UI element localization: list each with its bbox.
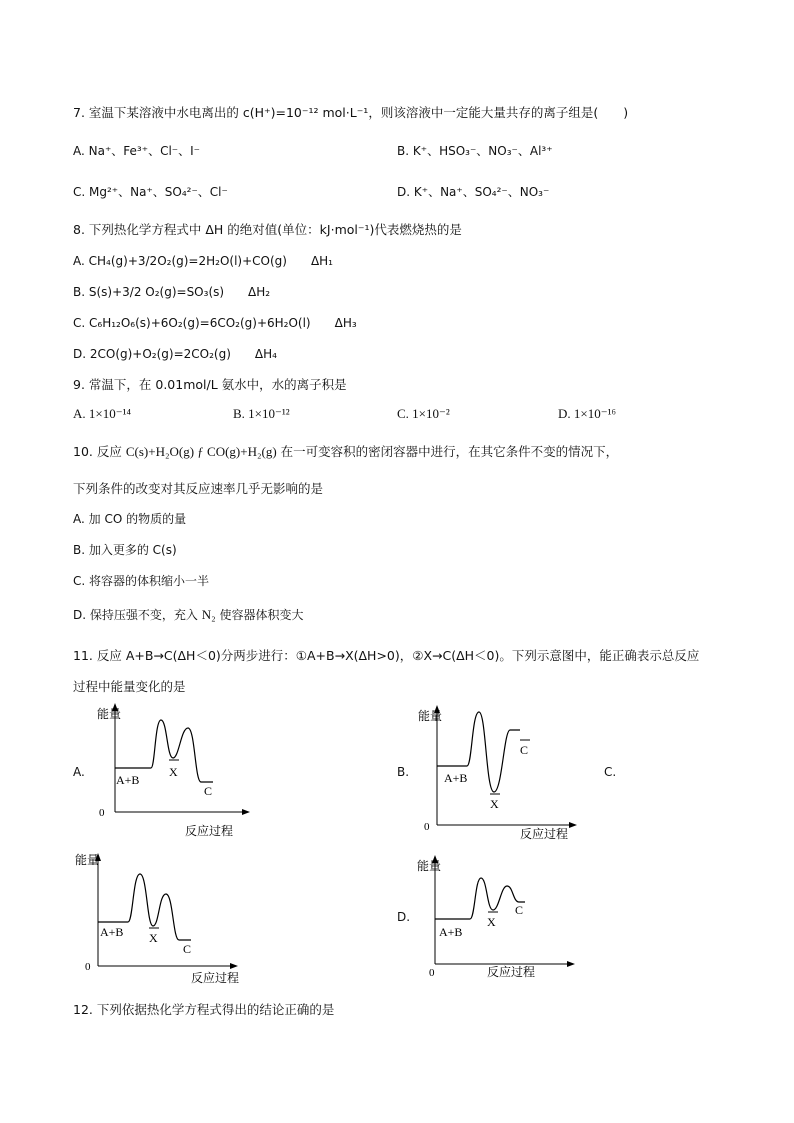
- q10-option-d[interactable]: [73, 606, 303, 623]
- q9-option-c[interactable]: C. 1×10⁻²: [397, 406, 450, 421]
- energy-diagram-d: [415, 852, 585, 987]
- intermediate-label: X: [169, 765, 178, 779]
- y-axis-label-top: 能量: [75, 853, 100, 867]
- q11-stem-line1: 11. 反应 A+B→C(ΔH＜0)分两步进行：①A+B→X(ΔH>0)，②X→C(ΔH＜0)。下列示意图中，能正确表示总反应: [73, 648, 700, 663]
- origin-label: 0: [429, 967, 435, 979]
- q10-option-d-n2: N₂: [201, 607, 216, 622]
- q8-stem: 8. 下列热化学方程式中 ΔH 的绝对值(单位：kJ·mol⁻¹)代表燃烧热的是: [73, 222, 462, 237]
- y-axis-label-top: 能量: [417, 859, 442, 873]
- q10-option-c[interactable]: C. 将容器的体积缩小一半: [73, 574, 210, 588]
- product-label: C: [515, 903, 524, 917]
- q9-option-a[interactable]: A. 1×10⁻¹⁴: [73, 406, 132, 421]
- reactant-label: A+B: [444, 771, 468, 785]
- q8-option-b[interactable]: B. S(s)+3/2 O₂(g)=SO₃(s) ΔH₂: [73, 285, 271, 299]
- energy-curve: [435, 878, 525, 919]
- reactant-label: A+B: [100, 925, 124, 939]
- q7-option-d[interactable]: D. K⁺、Na⁺、SO₄²⁻、NO₃⁻: [397, 185, 550, 199]
- q10-stem-suffix: 在一可变容积的密闭容器中进行，在其它条件不变的情况下，: [280, 444, 619, 459]
- intermediate-label: X: [487, 915, 496, 929]
- q11-stem-line2: 过程中能量变化的是: [73, 679, 186, 694]
- q10-option-d-prefix: D. 保持压强不变，充入: [73, 608, 198, 622]
- q8-option-c[interactable]: C. C₆H₁₂O₆(s)+6O₂(g)=6CO₂(g)+6H₂O(l) ΔH₃: [73, 316, 357, 330]
- origin-label: 0: [85, 961, 91, 973]
- x-axis-label: 反应过程: [185, 824, 234, 838]
- energy-diagram-b: [412, 700, 587, 845]
- origin-label: 0: [99, 807, 105, 819]
- q10-option-d-suffix: 使容器体积变大: [219, 608, 304, 622]
- x-axis-arrow: [567, 961, 575, 967]
- x-axis-arrow: [569, 822, 577, 828]
- q7-option-a[interactable]: A. Na⁺、Fe³⁺、Cl⁻、I⁻: [73, 144, 200, 158]
- x-axis-arrow: [230, 963, 238, 969]
- q10-option-a[interactable]: A. 加 CO 的物质的量: [73, 512, 187, 526]
- product-label: C: [183, 942, 192, 956]
- y-axis-label-top: 能量: [97, 707, 122, 721]
- q8-option-d[interactable]: D. 2CO(g)+O₂(g)=2CO₂(g) ΔH₄: [73, 347, 277, 361]
- intermediate-label: X: [149, 931, 158, 945]
- q10-stem-line2: 下列条件的改变对其反应速率几乎无影响的是: [73, 481, 324, 496]
- q11-label-d[interactable]: D.: [397, 910, 411, 924]
- q11-label-b[interactable]: B.: [397, 765, 410, 779]
- intermediate-label: X: [490, 797, 499, 811]
- q10-stem-line1: [73, 442, 618, 460]
- origin-label: 0: [424, 821, 430, 833]
- y-axis-label-top: 能量: [418, 709, 443, 723]
- reactant-label: A+B: [116, 773, 140, 787]
- x-axis-label: 反应过程: [191, 971, 240, 985]
- x-axis-label: 反应过程: [487, 965, 536, 979]
- q9-option-b[interactable]: B. 1×10⁻¹²: [233, 406, 290, 421]
- q7-option-b[interactable]: B. K⁺、HSO₃⁻、NO₃⁻、Al³⁺: [397, 144, 553, 158]
- q7-stem: 7. 室温下某溶液中水电离出的 c(H⁺)=10⁻¹² mol·L⁻¹，则该溶液中一定能大量共存的离子组是( ): [73, 105, 629, 120]
- q10-option-b[interactable]: B. 加入更多的 C(s): [73, 543, 177, 557]
- energy-diagram-a: [85, 700, 255, 845]
- x-axis-label: 反应过程: [520, 827, 569, 841]
- q11-label-c[interactable]: C.: [604, 765, 617, 779]
- reactant-label: A+B: [439, 925, 463, 939]
- q9-option-d[interactable]: D. 1×10⁻¹⁶: [558, 406, 617, 421]
- q10-stem-prefix: 10. 反应: [73, 444, 122, 459]
- q8-option-a[interactable]: A. CH₄(g)+3/2O₂(g)=2H₂O(l)+CO(g) ΔH₁: [73, 254, 333, 268]
- q11-label-a[interactable]: A.: [73, 765, 85, 779]
- q9-stem: 9. 常温下，在 0.01mol/L 氨水中，水的离子积是: [73, 377, 347, 392]
- x-axis-arrow: [242, 809, 250, 815]
- q12-stem: 12. 下列依据热化学方程式得出的结论正确的是: [73, 1002, 335, 1017]
- product-label: C: [204, 784, 213, 798]
- q7-option-c[interactable]: C. Mg²⁺、Na⁺、SO₄²⁻、Cl⁻: [73, 185, 228, 199]
- q10-equation: C(s)+H₂O(g) ƒ CO(g)+H₂(g): [125, 444, 277, 459]
- energy-diagram-c: [73, 848, 253, 988]
- product-label: C: [520, 743, 529, 757]
